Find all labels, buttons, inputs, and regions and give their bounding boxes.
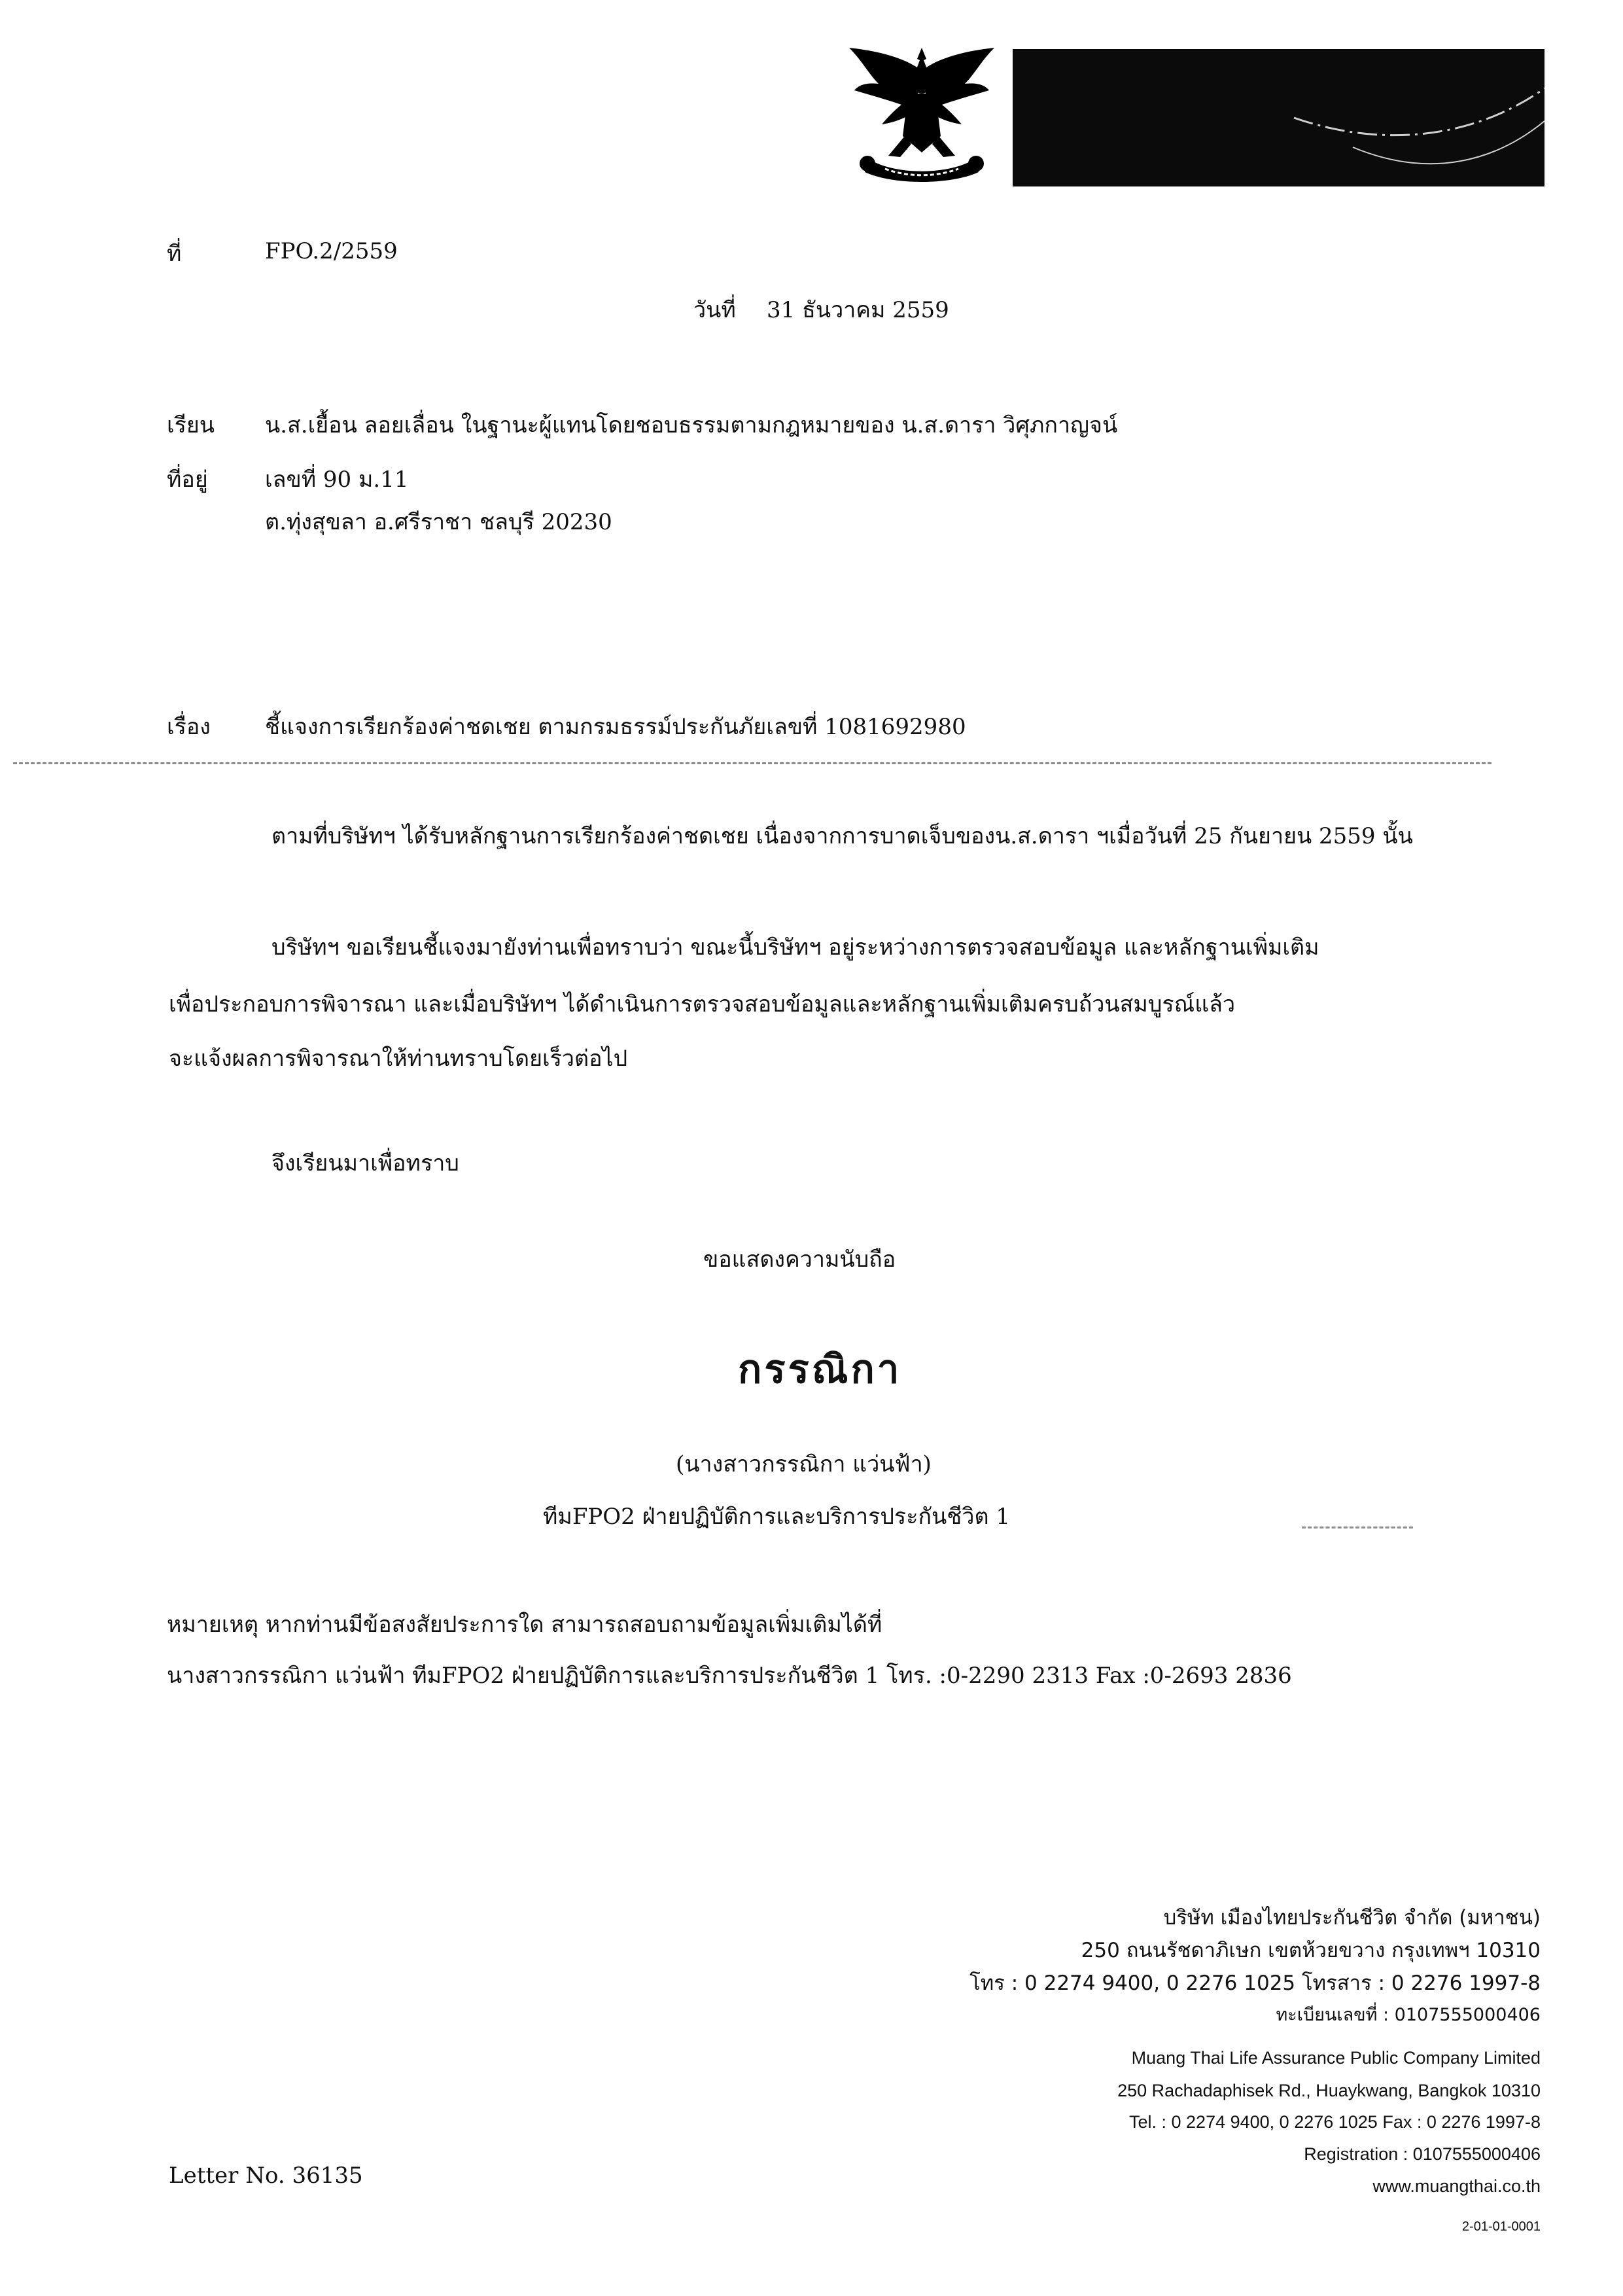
address-label: ที่อยู่	[167, 467, 208, 493]
signature: กรรณิกา	[738, 1347, 902, 1392]
company-name-en: Muang Thai Life Assurance Public Company Limited	[1131, 2048, 1541, 2068]
subject-value: ชี้แจงการเรียกร้องค่าชดเชย ตามกรมธรรม์ประกันภัยเลขที่ 1081692980	[265, 714, 966, 740]
recipient-label: เรียน	[167, 412, 215, 438]
body-paragraph-2-line-1: บริษัทฯ ขอเรียนชี้แจงมายังท่านเพื่อทราบว่า ขณะนี้บริษัทฯ อยู่ระหว่างการตรวจสอบข้อมูล และหลักฐานเพิ่มเติม	[271, 934, 1319, 961]
company-address-en: 250 Rachadaphisek Rd., Huaykwang, Bangkok 10310	[1117, 2081, 1541, 2100]
regards-text: ขอแสดงความนับถือ	[703, 1246, 896, 1273]
company-phone-th: โทร : 0 2274 9400, 0 2276 1025 โทรสาร : 0 2276 1997-8	[969, 1971, 1541, 1995]
address-line-1: เลขที่ 90 ม.11	[265, 467, 409, 493]
subject-label: เรื่อง	[167, 714, 211, 740]
address-line-2: ต.ทุ่งสุขลา อ.ศรีราชา ชลบุรี 20230	[265, 509, 612, 535]
form-code: 2-01-01-0001	[1461, 2219, 1541, 2234]
letterhead-banner	[1013, 49, 1544, 186]
body-paragraph-2-line-3: จะแจ้งผลการพิจารณาให้ท่านทราบโดยเร็วต่อไป	[169, 1046, 628, 1072]
note-line-2: นางสาวกรรณิกา แว่นฟ้า ทีมFPO2 ฝ่ายปฏิบัติการและบริการประกันชีวิต 1 โทร. :0-2290 2313 Fax :0-2693 2836	[167, 1663, 1292, 1689]
company-address-th: 250 ถนนรัชดาภิเษก เขตห้วยขวาง กรุงเทพฯ 10310	[1081, 1939, 1541, 1962]
scan-mark	[1302, 1527, 1413, 1528]
body-paragraph-1: ตามที่บริษัทฯ ได้รับหลักฐานการเรียกร้องค่าชดเชย เนื่องจากการบาดเจ็บของน.ส.ดารา ฯเมื่อวันที่ 25 กันยายน 2559 นั้น	[271, 823, 1413, 849]
recipient-value: น.ส.เยื้อน ลอยเลื่อน ในฐานะผู้แทนโดยชอบธรรมตามกฎหมายของ น.ส.ดารา วิศุภกาญจน์	[265, 412, 1118, 438]
company-name-th: บริษัท เมืองไทยประกันชีวิต จำกัด (มหาชน)	[1163, 1906, 1541, 1930]
date-value: 31 ธันวาคม 2559	[767, 297, 949, 323]
body-closing: จึงเรียนมาเพื่อทราบ	[271, 1150, 459, 1176]
reference-label: ที่	[167, 241, 182, 267]
date-label: วันที่	[693, 297, 736, 323]
letter-number: Letter No. 36135	[169, 2163, 363, 2189]
note-line-1: หมายเหตุ หากท่านมีข้อสงสัยประการใด สามารถสอบถามข้อมูลเพิ่มเติมได้ที่	[167, 1612, 882, 1638]
garuda-emblem-icon	[843, 44, 1001, 185]
body-paragraph-2-line-2: เพื่อประกอบการพิจารณา และเมื่อบริษัทฯ ได้ดำเนินการตรวจสอบข้อมูลและหลักฐานเพิ่มเติมครบถ้วนสมบูรณ์แล้ว	[169, 991, 1236, 1017]
company-registration-th: ทะเบียนเลขที่ : 0107555000406	[1276, 2005, 1541, 2025]
scan-divider-line	[13, 762, 1492, 764]
company-phone-en: Tel. : 0 2274 9400, 0 2276 1025 Fax : 0 2276 1997-8	[1129, 2112, 1541, 2132]
signatory-position: ทีมFPO2 ฝ่ายปฏิบัติการและบริการประกันชีวิต 1	[543, 1504, 1010, 1530]
reference-number: FPO.2/2559	[265, 238, 398, 264]
company-website: www.muangthai.co.th	[1372, 2176, 1541, 2196]
signatory-name: (นางสาวกรรณิกา แว่นฟ้า)	[676, 1451, 932, 1477]
company-registration-en: Registration : 0107555000406	[1304, 2144, 1541, 2164]
